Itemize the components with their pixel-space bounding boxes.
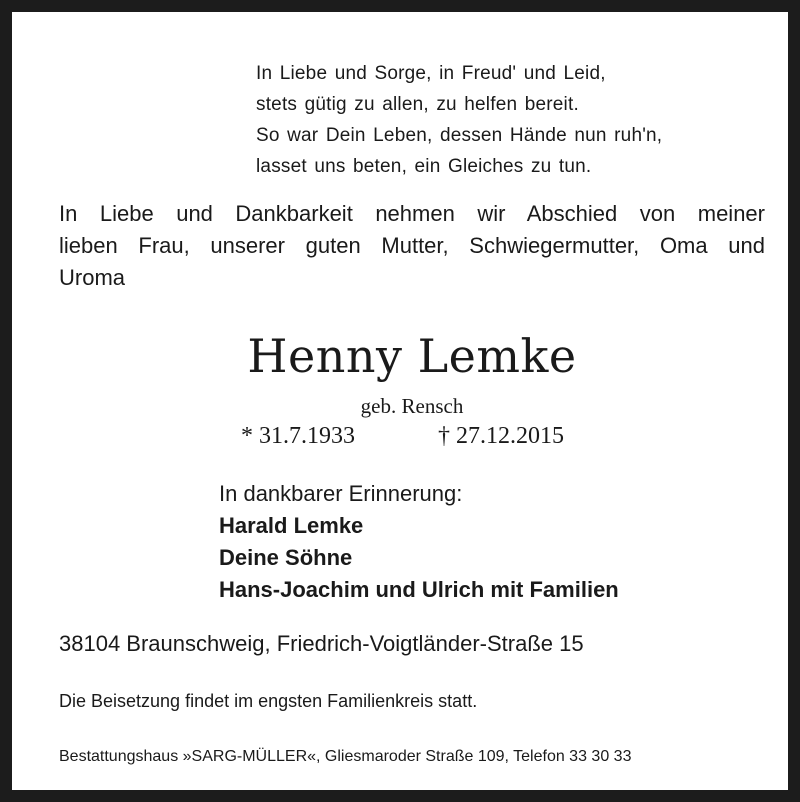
undertaker-info: Bestattungshaus »SARG-MÜLLER«, Gliesmaroder Straße 109, Telefon 33 30 33 [59, 748, 632, 765]
farewell-intro [59, 198, 765, 294]
intro-line: lieben Frau, unserer guten Mutter, Schwiegermutter, Oma und [59, 233, 765, 258]
family-address: 38104 Braunschweig, Friedrich-Voigtländer-Straße 15 [59, 631, 584, 656]
deceased-name: Henny Lemke [247, 329, 577, 383]
intro-line: In Liebe und Dankbarkeit nehmen wir Abschied von meiner [59, 201, 765, 226]
mourners-heading: In dankbarer Erinnerung: [219, 481, 463, 506]
mourner-name: Deine Söhne [219, 545, 353, 570]
mourner-name: Harald Lemke [219, 513, 364, 538]
birth-date: * 31.7.1933 [241, 423, 355, 449]
poem-line: In Liebe und Sorge, in Freud' und Leid, [256, 63, 606, 84]
intro-line: Uroma [59, 265, 126, 290]
death-date: † 27.12.2015 [438, 423, 564, 449]
birth-name: geb. Rensch [360, 394, 464, 418]
mourner-name: Hans-Joachim und Ulrich mit Familien [219, 577, 619, 602]
funeral-note: Die Beisetzung findet im engsten Familienkreis statt. [59, 691, 478, 711]
poem-line: stets gütig zu allen, zu helfen bereit. [256, 94, 579, 115]
mourners-block [219, 478, 619, 606]
poem-line: lasset uns beten, ein Gleiches zu tun. [256, 156, 592, 177]
memorial-poem [256, 58, 662, 182]
poem-line: So war Dein Leben, dessen Hände nun ruh'n, [256, 125, 663, 146]
